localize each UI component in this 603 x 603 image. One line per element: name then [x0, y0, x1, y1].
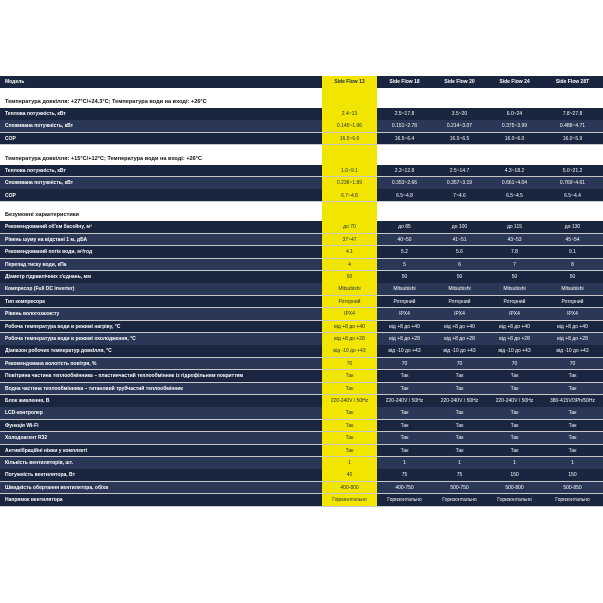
row-value-model-4: 500-800 [487, 482, 542, 494]
row-value-model-2: Так [377, 383, 432, 395]
row-value-model-4: 7.8 [487, 246, 542, 258]
row-value-model-2: від +8 до +28 [377, 333, 432, 345]
header-model-label: Модель [0, 76, 322, 88]
highlight-strip [322, 88, 377, 108]
row-value-model-1: до 70 [322, 221, 377, 233]
row-value-model-1: 400-800 [322, 482, 377, 494]
row-value-model-4: 0.375~3.99 [487, 120, 542, 132]
row-value-model-3: 0.214~3.07 [432, 120, 487, 132]
row-value-model-5: Роторний [542, 296, 603, 308]
row-value-model-3: Так [432, 383, 487, 395]
row-value-model-5: 0.488~4.71 [542, 120, 603, 132]
row-label: Теплова потужність, кВт [0, 108, 322, 120]
row-value-model-4: 7 [487, 259, 542, 271]
section-title: Безумовні характеристики [0, 202, 603, 222]
row-value-model-1: 40 [322, 469, 377, 481]
row-value-model-3: від +8 до +28 [432, 333, 487, 345]
header-model-2: Side Flow 18 [377, 76, 432, 88]
row-value-model-1: 220-240V / 50Hz [322, 395, 377, 407]
row-value-model-4: Роторний [487, 296, 542, 308]
row-value-model-3: 0.357~3.19 [432, 177, 487, 189]
row-value-model-5: від +8 до +28 [542, 333, 603, 345]
row-value-model-4: Так [487, 407, 542, 419]
row-value-model-2: Так [377, 370, 432, 382]
row-value-model-4: від +8 до +28 [487, 333, 542, 345]
row-label: Швидкість обертання вентилятора, об/хв [0, 482, 322, 494]
row-value-model-2: 0.151~2.78 [377, 120, 432, 132]
table-row [0, 457, 603, 469]
row-value-model-3: 5.6 [432, 246, 487, 258]
row-value-model-3: до 100 [432, 221, 487, 233]
table-row [0, 308, 603, 320]
table-row [0, 271, 603, 283]
row-value-model-4: 50 [487, 271, 542, 283]
row-value-model-4: Так [487, 445, 542, 457]
header-model-4: Side Flow 24 [487, 76, 542, 88]
row-value-model-4: 4.3~18.2 [487, 165, 542, 177]
row-value-model-4: 6.5~4.5 [487, 189, 542, 201]
row-label: Рекомендований об'єм басейну, м³ [0, 221, 322, 233]
row-value-model-5: 9.1 [542, 246, 603, 258]
table-row [0, 221, 603, 233]
row-label: Перепад тиску води, кПа [0, 259, 322, 271]
row-label: Компресор (Full DC inverter) [0, 283, 322, 295]
row-value-model-3: Роторний [432, 296, 487, 308]
row-value-model-2: Так [377, 420, 432, 432]
row-value-model-3: від +8 до +40 [432, 321, 487, 333]
row-value-model-5: Так [542, 445, 603, 457]
row-value-model-4: до 115 [487, 221, 542, 233]
row-value-model-4: 1 [487, 457, 542, 469]
row-value-model-4: Горизонтально [487, 494, 542, 506]
row-label: COP [0, 189, 322, 201]
row-value-model-4: 6.0~24 [487, 108, 542, 120]
row-value-model-1: 16.5~6.6 [322, 133, 377, 145]
row-value-model-1: Так [322, 383, 377, 395]
row-value-model-4: IPX4 [487, 308, 542, 320]
row-value-model-5: Горизонтально [542, 494, 603, 506]
row-value-model-2: 50 [377, 271, 432, 283]
table-row [0, 120, 603, 132]
row-value-model-1: Так [322, 420, 377, 432]
row-value-model-1: IPX4 [322, 308, 377, 320]
header-model-1: Side Flow 13 [322, 76, 377, 88]
row-value-model-1: 37~47 [322, 234, 377, 246]
table-row [0, 383, 603, 395]
row-value-model-5: від +8 до +40 [542, 321, 603, 333]
row-value-model-2: IPX4 [377, 308, 432, 320]
spec-table [0, 76, 603, 507]
row-value-model-4: 16.0~6.0 [487, 133, 542, 145]
table-row [0, 133, 603, 145]
row-label: Рекомендований потік води, м³/год [0, 246, 322, 258]
row-value-model-2: 2.5~17.8 [377, 108, 432, 120]
table-row [0, 108, 603, 120]
row-value-model-1: Так [322, 370, 377, 382]
row-value-model-2: Так [377, 407, 432, 419]
row-label: LCD-контролер [0, 407, 322, 419]
row-value-model-2: 5.2 [377, 246, 432, 258]
row-value-model-2: 5 [377, 259, 432, 271]
row-label: Тип компресора [0, 296, 322, 308]
row-label: Рекомендована вологість повітря, % [0, 358, 322, 370]
row-label: Робоча температура води в режимі охолодження, °C [0, 333, 322, 345]
row-value-model-5: від -10 до +43 [542, 345, 603, 357]
table-row [0, 395, 603, 407]
row-label: Діаметр гідравлічних з'єднань, мм [0, 271, 322, 283]
table-row [0, 358, 603, 370]
row-value-model-4: 220-240V / 50Hz [487, 395, 542, 407]
row-value-model-2: 400-750 [377, 482, 432, 494]
row-label: Блок живлення, В [0, 395, 322, 407]
row-value-model-2: Mitsubishi [377, 283, 432, 295]
row-label: Робоча температура води в режимі нагріву, °C [0, 321, 322, 333]
row-label: Рівень вологозахисту [0, 308, 322, 320]
row-value-model-3: 70 [432, 358, 487, 370]
row-value-model-3: 2.5~14.7 [432, 165, 487, 177]
row-value-model-1: Mitsubishi [322, 283, 377, 295]
row-value-model-1: від -10 до +43 [322, 345, 377, 357]
row-value-model-2: від -10 до +43 [377, 345, 432, 357]
table-row [0, 407, 603, 419]
row-value-model-3: 7~4.6 [432, 189, 487, 201]
table-row [0, 165, 603, 177]
row-value-model-4: від +8 до +40 [487, 321, 542, 333]
row-value-model-1: 4 [322, 259, 377, 271]
row-value-model-3: Так [432, 445, 487, 457]
row-value-model-1: 50 [322, 271, 377, 283]
table-row [0, 259, 603, 271]
row-value-model-1: Так [322, 407, 377, 419]
row-value-model-1: 1 [322, 457, 377, 469]
row-value-model-5: Так [542, 420, 603, 432]
table-row [0, 234, 603, 246]
row-value-model-5: 50 [542, 271, 603, 283]
row-value-model-3: 6 [432, 259, 487, 271]
row-value-model-2: 70 [377, 358, 432, 370]
table-row [0, 296, 603, 308]
row-value-model-3: 50 [432, 271, 487, 283]
row-value-model-5: 1 [542, 457, 603, 469]
row-value-model-4: 150 [487, 469, 542, 481]
row-value-model-1: від +8 до +28 [322, 333, 377, 345]
table-row [0, 246, 603, 258]
table-row [0, 370, 603, 382]
header-model-3: Side Flow 20 [432, 76, 487, 88]
row-value-model-1: від +8 до +40 [322, 321, 377, 333]
row-value-model-3: Так [432, 420, 487, 432]
row-value-model-2: 1 [377, 457, 432, 469]
section-title: Температура довкілля: +27°C/+24.3°C; Температура води на вході: +26°C [0, 88, 603, 108]
row-value-model-3: 3.5~20 [432, 108, 487, 120]
row-value-model-1: 4.1 [322, 246, 377, 258]
row-value-model-1: Роторний [322, 296, 377, 308]
row-label: Холодоагент R32 [0, 432, 322, 444]
row-value-model-1: Так [322, 432, 377, 444]
row-label: Споживана потужність, кВт [0, 120, 322, 132]
row-label: Рівень шуму на відстані 1 м, дБА [0, 234, 322, 246]
row-value-model-1: 70 [322, 358, 377, 370]
row-value-model-5: 500-850 [542, 482, 603, 494]
row-value-model-2: Так [377, 445, 432, 457]
highlight-strip [322, 202, 377, 222]
header-row [0, 76, 603, 88]
row-value-model-4: Так [487, 432, 542, 444]
row-value-model-2: від +8 до +40 [377, 321, 432, 333]
row-value-model-3: Так [432, 407, 487, 419]
row-value-model-5: 7.8~27.8 [542, 108, 603, 120]
table-row [0, 482, 603, 494]
row-value-model-3: 75 [432, 469, 487, 481]
table-row [0, 494, 603, 506]
row-value-model-3: Mitsubishi [432, 283, 487, 295]
row-value-model-4: Mitsubishi [487, 283, 542, 295]
row-value-model-5: до 130 [542, 221, 603, 233]
row-label: Теплова потужність, кВт [0, 165, 322, 177]
row-value-model-5: 150 [542, 469, 603, 481]
row-value-model-2: Горизонтально [377, 494, 432, 506]
row-value-model-4: 70 [487, 358, 542, 370]
row-value-model-4: 0.661~4.04 [487, 177, 542, 189]
table-row [0, 469, 603, 481]
row-value-model-2: Роторний [377, 296, 432, 308]
row-value-model-2: 6.5~4.8 [377, 189, 432, 201]
row-value-model-2: 0.353~2.66 [377, 177, 432, 189]
row-value-model-2: 75 [377, 469, 432, 481]
row-value-model-1: 6.7~4.8 [322, 189, 377, 201]
row-value-model-5: Так [542, 407, 603, 419]
row-value-model-5: 6.5~4.4 [542, 189, 603, 201]
table-row [0, 283, 603, 295]
row-value-model-5: 5.0~21.2 [542, 165, 603, 177]
row-value-model-2: до 85 [377, 221, 432, 233]
row-value-model-5: 45~54 [542, 234, 603, 246]
table-row [0, 445, 603, 457]
row-value-model-3: 41~51 [432, 234, 487, 246]
row-value-model-3: Горизонтально [432, 494, 487, 506]
row-value-model-3: 220-240V / 50Hz [432, 395, 487, 407]
row-value-model-2: 16.5~6.4 [377, 133, 432, 145]
table-row [0, 321, 603, 333]
section-title: Температура довкілля: +15°C/+12°C; Температура води на вході: +26°C [0, 145, 603, 165]
row-value-model-2: 2.3~12.8 [377, 165, 432, 177]
row-value-model-5: Так [542, 432, 603, 444]
table-row [0, 189, 603, 201]
row-label: Антивібраційні ніжки у комплекті [0, 445, 322, 457]
row-value-model-3: 1 [432, 457, 487, 469]
row-value-model-3: 500-750 [432, 482, 487, 494]
row-value-model-4: Так [487, 370, 542, 382]
table-row [0, 420, 603, 432]
row-value-model-3: Так [432, 432, 487, 444]
row-value-model-5: 380-415V/3Ph/50Hz [542, 395, 603, 407]
row-value-model-1: Так [322, 445, 377, 457]
table-row [0, 177, 603, 189]
row-label: Повітряна частина теплообмінника – пластинчастий теплообмінник із гідрофільним покриттям [0, 370, 322, 382]
row-value-model-5: 8 [542, 259, 603, 271]
header-model-5: Side Flow 28T [542, 76, 603, 88]
row-value-model-4: 43~53 [487, 234, 542, 246]
row-value-model-5: IPX4 [542, 308, 603, 320]
highlight-strip [322, 145, 377, 165]
table-row [0, 333, 603, 345]
row-label: Водна частина теплообмінника – титановий трубчастий теплообмінник [0, 383, 322, 395]
row-label: Напрямок вентилятора [0, 494, 322, 506]
row-value-model-3: 16.5~6.5 [432, 133, 487, 145]
row-divider [0, 506, 603, 507]
row-value-model-2: 40~50 [377, 234, 432, 246]
row-value-model-4: Так [487, 420, 542, 432]
row-label: COP [0, 133, 322, 145]
table-row [0, 345, 603, 357]
row-value-model-3: IPX4 [432, 308, 487, 320]
row-value-model-5: Так [542, 383, 603, 395]
row-value-model-3: Так [432, 370, 487, 382]
row-value-model-4: від -10 до +43 [487, 345, 542, 357]
row-label: Функція Wi-Fi [0, 420, 322, 432]
row-value-model-1: 0.145~1.96 [322, 120, 377, 132]
row-label: Кількість вентиляторів, шт. [0, 457, 322, 469]
row-value-model-3: від -10 до +43 [432, 345, 487, 357]
row-value-model-1: Горизонтально [322, 494, 377, 506]
row-label: Потужність вентилятора, Вт [0, 469, 322, 481]
row-value-model-5: Mitsubishi [542, 283, 603, 295]
row-value-model-2: 220-240V / 50Hz [377, 395, 432, 407]
row-value-model-1: 2.4~13 [322, 108, 377, 120]
table-row [0, 432, 603, 444]
row-label: Споживана потужність, кВт [0, 177, 322, 189]
row-value-model-1: 1.6~9.1 [322, 165, 377, 177]
row-value-model-5: Так [542, 370, 603, 382]
row-value-model-4: Так [487, 383, 542, 395]
row-value-model-5: 16.0~5.9 [542, 133, 603, 145]
row-label: Діапазон робочих температур довкілля, °C [0, 345, 322, 357]
row-value-model-5: 0.769~4.61 [542, 177, 603, 189]
row-value-model-2: Так [377, 432, 432, 444]
row-value-model-1: 0.238~1.89 [322, 177, 377, 189]
row-value-model-5: 70 [542, 358, 603, 370]
